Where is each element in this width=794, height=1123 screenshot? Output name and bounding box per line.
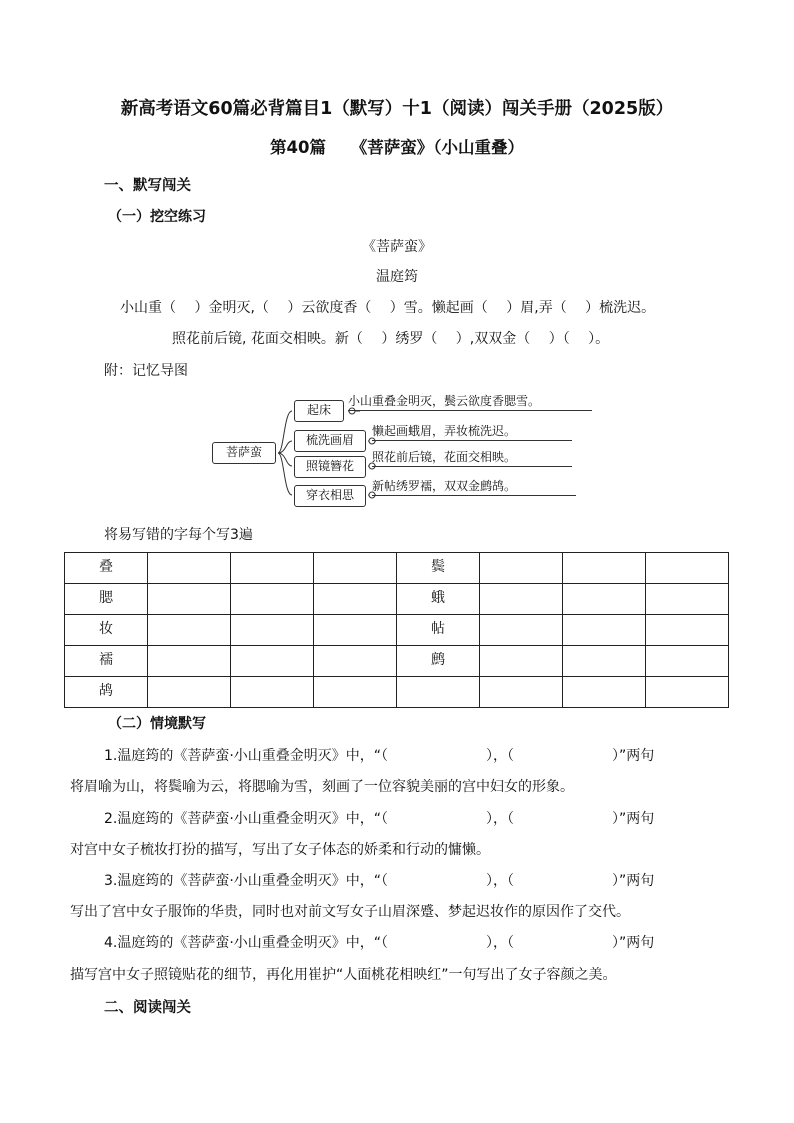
grid-write-cell[interactable] (480, 646, 563, 677)
grid-char-cell: 腮 (65, 584, 148, 615)
table-row (65, 646, 729, 677)
poem-title: 《菩萨蛮》 (362, 239, 432, 255)
mindmap-branch-label: 梳洗画眉 (294, 430, 366, 452)
section-heading-dictation: 一、默写闯关 (104, 178, 191, 194)
table-row (65, 553, 729, 584)
grid-write-cell[interactable] (148, 615, 231, 646)
grid-write-cell[interactable] (646, 553, 729, 584)
subsection-heading-context: （二）情境默写 (108, 716, 206, 732)
grid-write-cell[interactable] (231, 677, 314, 708)
poem-line-2: 照花前后镜, 花面交相映。新（ ）绣罗（ ）,双双金（ ）（ ）。 (172, 331, 610, 347)
mindmap-branch-text: 照花前后镜，花面交相映。 (372, 450, 517, 464)
memory-mindmap (200, 384, 600, 514)
poem-line-1: 小山重（ ）金明灭,（ ）云欲度香（ ）雪。懒起画（ ）眉,弄（ ）梳洗迟。 (120, 300, 656, 316)
question-4-line-2: 描写宫中女子照镜贴花的细节，再化用崔护“人面桃花相映红”一句写出了女子容颜之美。 (70, 967, 617, 983)
practice-instruction: 将易写错的字每个写3遍 (104, 527, 253, 543)
grid-write-cell[interactable] (646, 584, 729, 615)
table-row (65, 615, 729, 646)
grid-write-cell[interactable] (480, 584, 563, 615)
grid-char-cell: 鸪 (65, 677, 148, 708)
mindmap-branch-label: 穿衣相思 (294, 485, 366, 507)
mindmap-root: 菩萨蛮 (212, 442, 276, 464)
grid-write-cell[interactable] (563, 553, 646, 584)
grid-write-cell[interactable] (480, 615, 563, 646)
grid-write-cell[interactable] (646, 615, 729, 646)
table-row (65, 584, 729, 615)
grid-write-cell[interactable] (563, 646, 646, 677)
mindmap-branch-label: 起床 (294, 400, 344, 422)
grid-write-cell[interactable] (480, 553, 563, 584)
mindmap-underline (348, 410, 592, 411)
grid-write-cell[interactable] (563, 615, 646, 646)
grid-write-cell[interactable] (231, 553, 314, 584)
grid-write-cell[interactable] (231, 646, 314, 677)
subsection-heading-fill-blank: （一）挖空练习 (108, 209, 206, 225)
question-1-line-2: 将眉喻为山，将鬓喻为云，将腮喻为雪，刻画了一位容貌美丽的宫中妇女的形象。 (70, 779, 574, 795)
question-3-line-2: 写出了宫中女子服饰的华贵，同时也对前文写女子山眉深蹙、梦起迟妆作的原因作了交代。 (70, 904, 630, 920)
grid-write-cell[interactable] (563, 584, 646, 615)
grid-write-cell[interactable] (231, 615, 314, 646)
grid-char-cell: 鬓 (397, 553, 480, 584)
character-practice-grid (64, 552, 729, 708)
grid-write-cell[interactable] (314, 615, 397, 646)
mindmap-branch-text: 新帖绣罗襦，双双金鹧鸪。 (372, 479, 517, 493)
question-2-line-2: 对宫中女子梳妆打扮的描写，写出了女子体态的娇柔和行动的慵懒。 (70, 842, 490, 858)
article-title: 第40篇 《菩萨蛮》（小山重叠） (270, 138, 524, 157)
question-2-line-1: 2.温庭筠的《菩萨蛮·小山重叠金明灭》中，“（ ），（ ）”两句 (104, 811, 655, 827)
mindmap-underline (372, 466, 572, 467)
grid-write-cell[interactable] (314, 646, 397, 677)
grid-write-cell[interactable] (231, 584, 314, 615)
grid-write-cell[interactable] (148, 646, 231, 677)
grid-char-cell: 叠 (65, 553, 148, 584)
grid-write-cell[interactable] (563, 677, 646, 708)
grid-write-cell[interactable] (148, 677, 231, 708)
grid-write-cell[interactable] (148, 584, 231, 615)
grid-write-cell[interactable] (646, 646, 729, 677)
question-4-line-1: 4.温庭筠的《菩萨蛮·小山重叠金明灭》中，“（ ），（ ）”两句 (104, 935, 655, 951)
mindmap-underline (372, 440, 572, 441)
grid-char-cell: 妆 (65, 615, 148, 646)
grid-char-cell: 蛾 (397, 584, 480, 615)
grid-write-cell[interactable] (314, 584, 397, 615)
page-title: 新高考语文60篇必背篇目1（默写）十1（阅读）闯关手册（2025版） (120, 99, 674, 119)
grid-write-cell[interactable] (148, 553, 231, 584)
section-heading-reading: 二、阅读闯关 (104, 1000, 191, 1016)
table-row (65, 677, 729, 708)
appendix-label: 附：记忆导图 (104, 363, 188, 379)
grid-char-cell: 帖 (397, 615, 480, 646)
grid-write-cell[interactable] (646, 677, 729, 708)
mindmap-underline (372, 495, 576, 496)
question-1-line-1: 1.温庭筠的《菩萨蛮·小山重叠金明灭》中，“（ ），（ ）”两句 (104, 748, 655, 764)
mindmap-branch-label: 照镜簪花 (294, 456, 366, 478)
grid-char-cell: 鹧 (397, 646, 480, 677)
grid-char-cell: 襦 (65, 646, 148, 677)
grid-write-cell[interactable] (314, 677, 397, 708)
grid-write-cell[interactable] (314, 553, 397, 584)
grid-write-cell[interactable] (480, 677, 563, 708)
mindmap-branch-text: 小山重叠金明灭，鬓云欲度香腮雪。 (348, 394, 541, 408)
poem-author: 温庭筠 (376, 269, 418, 285)
grid-char-cell (397, 677, 480, 708)
mindmap-branch-text: 懒起画蛾眉，弄妆梳洗迟。 (372, 424, 517, 438)
question-3-line-1: 3.温庭筠的《菩萨蛮·小山重叠金明灭》中，“（ ），（ ）”两句 (104, 873, 655, 889)
